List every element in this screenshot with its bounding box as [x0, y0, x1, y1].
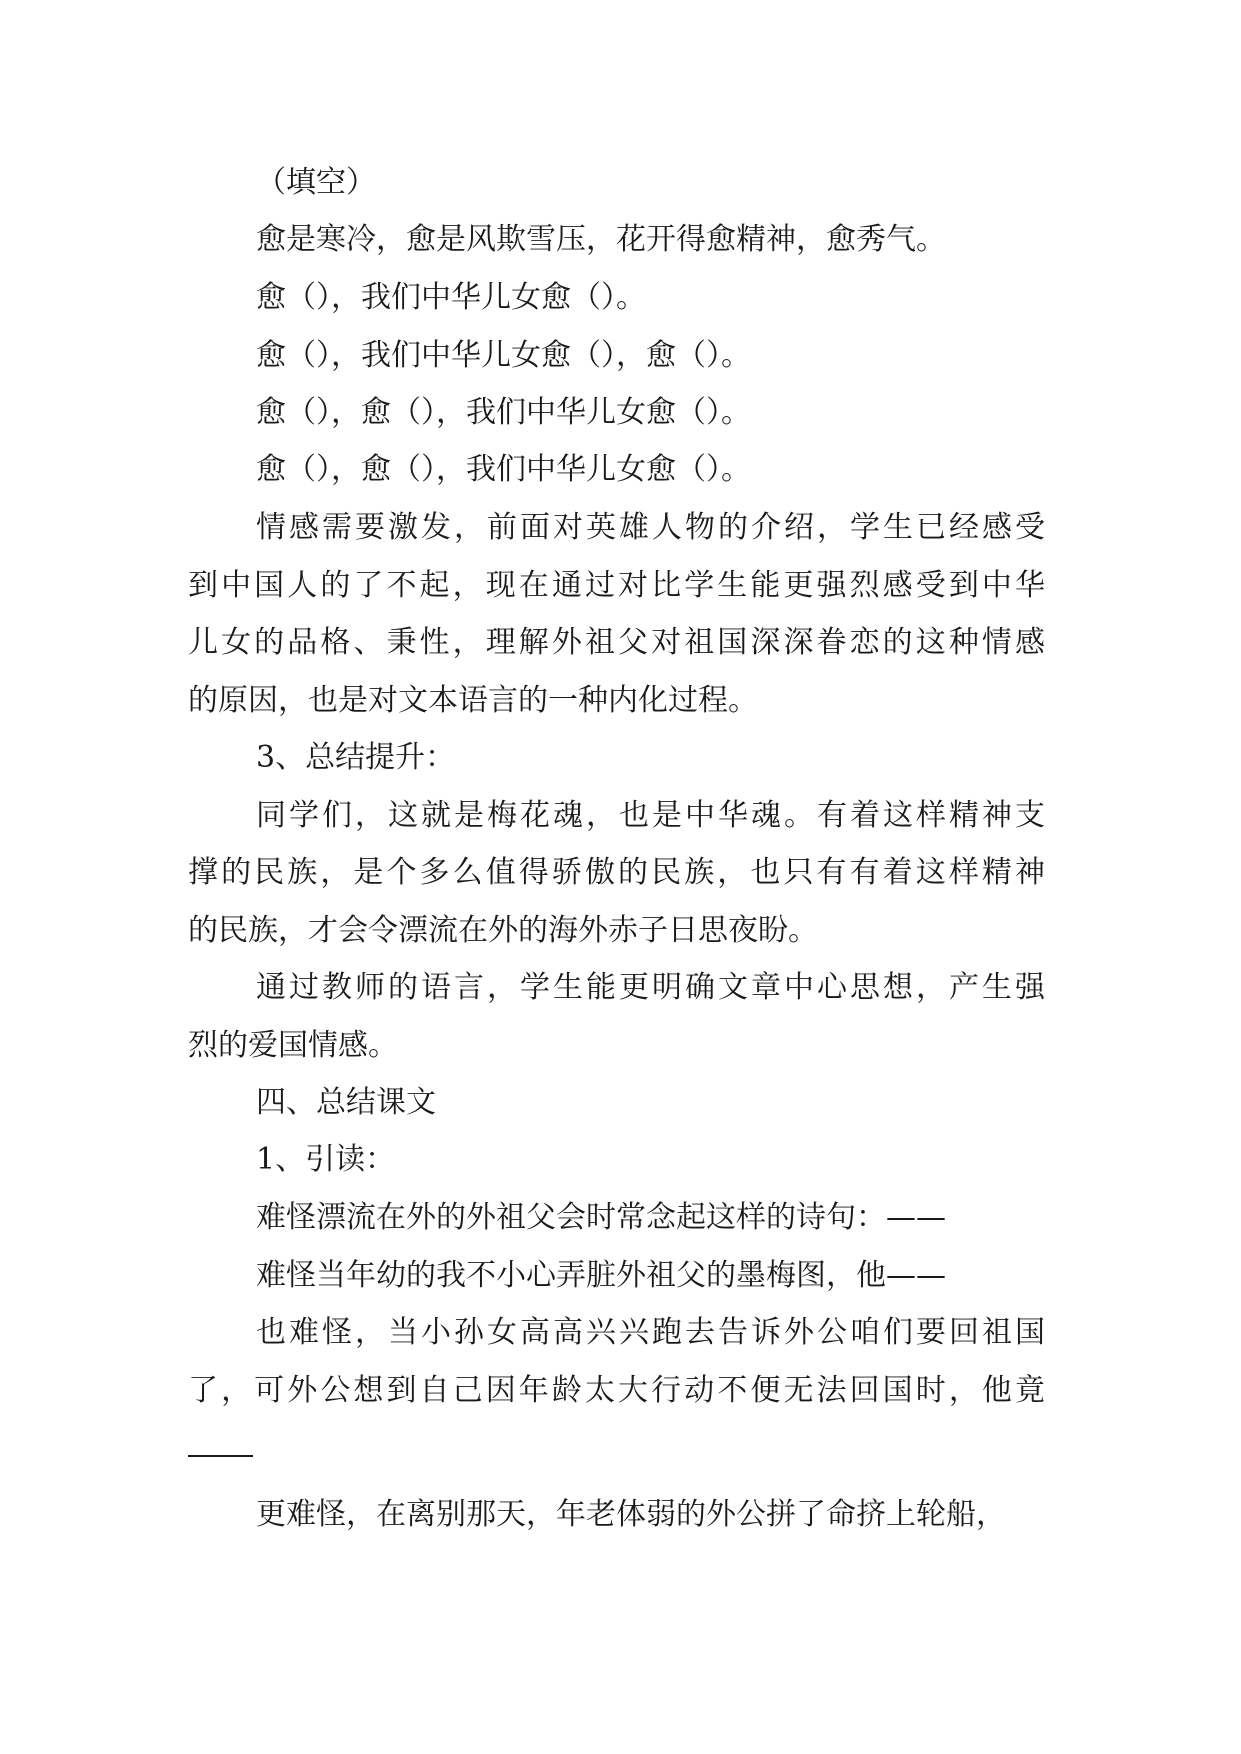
paragraph-soul-line-1: 同学们，这就是梅花魂，也是中华魂。有着这样精神支 [256, 798, 1045, 833]
paragraph-teacher-line-1: 通过教师的语言，学生能更明确文章中心思想，产生强 [256, 970, 1045, 1005]
paragraph-emotion-line-2: 到中国人的了不起，现在通过对比学生能更强烈感受到中华 [188, 568, 1045, 603]
paragraph-teacher-line-2: 烈的爱国情感。 [188, 1028, 398, 1063]
paragraph-emotion-line-1: 情感需要激发，前面对英雄人物的介绍，学生已经感受 [256, 510, 1045, 545]
paragraph-farewell-line: 更难怪，在离别那天，年老体弱的外公拼了命挤上轮船， [256, 1497, 1006, 1532]
fill-in-line-1: 愈（），我们中华儿女愈（）。 [256, 280, 646, 315]
paragraph-soul-line-3: 的民族，才会令漂流在外的海外赤子日思夜盼。 [188, 913, 818, 948]
section-heading-conclusion: 四、总结课文 [256, 1085, 436, 1120]
dash-line [188, 1455, 253, 1457]
paragraph-emotion-line-3: 儿女的品格、秉性，理解外祖父对祖国深深眷恋的这种情感 [188, 625, 1045, 660]
paragraph-soul-line-2: 撑的民族，是个多么值得骄傲的民族，也只有有着这样精神 [188, 855, 1045, 890]
paragraph-emotion-line-4: 的原因，也是对文本语言的一种内化过程。 [188, 683, 758, 718]
fill-in-label: （填空） [256, 165, 376, 200]
paragraph-poem-line: 难怪漂流在外的外祖父会时常念起这样的诗句：—— [256, 1200, 946, 1235]
section-heading-guided-reading: 1、引读： [256, 1142, 396, 1177]
fill-in-line-2: 愈（），我们中华儿女愈（），愈（）。 [256, 338, 751, 373]
paragraph-return-line-2: 了，可外公想到自己因年龄太大行动不便无法回国时，他竟 [188, 1373, 1045, 1408]
fill-in-line-4: 愈（），愈（），我们中华儿女愈（）。 [256, 452, 751, 487]
paragraph-painting-line: 难怪当年幼的我不小心弄脏外祖父的墨梅图，他—— [256, 1258, 946, 1293]
paragraph-return-line-1: 也难怪，当小孙女高高兴兴跑去告诉外公咱们要回祖国 [256, 1315, 1045, 1350]
example-sentence: 愈是寒冷，愈是风欺雪压，花开得愈精神，愈秀气。 [256, 222, 946, 257]
fill-in-line-3: 愈（），愈（），我们中华儿女愈（）。 [256, 395, 751, 430]
section-heading-summary: 3、总结提升： [256, 740, 456, 775]
